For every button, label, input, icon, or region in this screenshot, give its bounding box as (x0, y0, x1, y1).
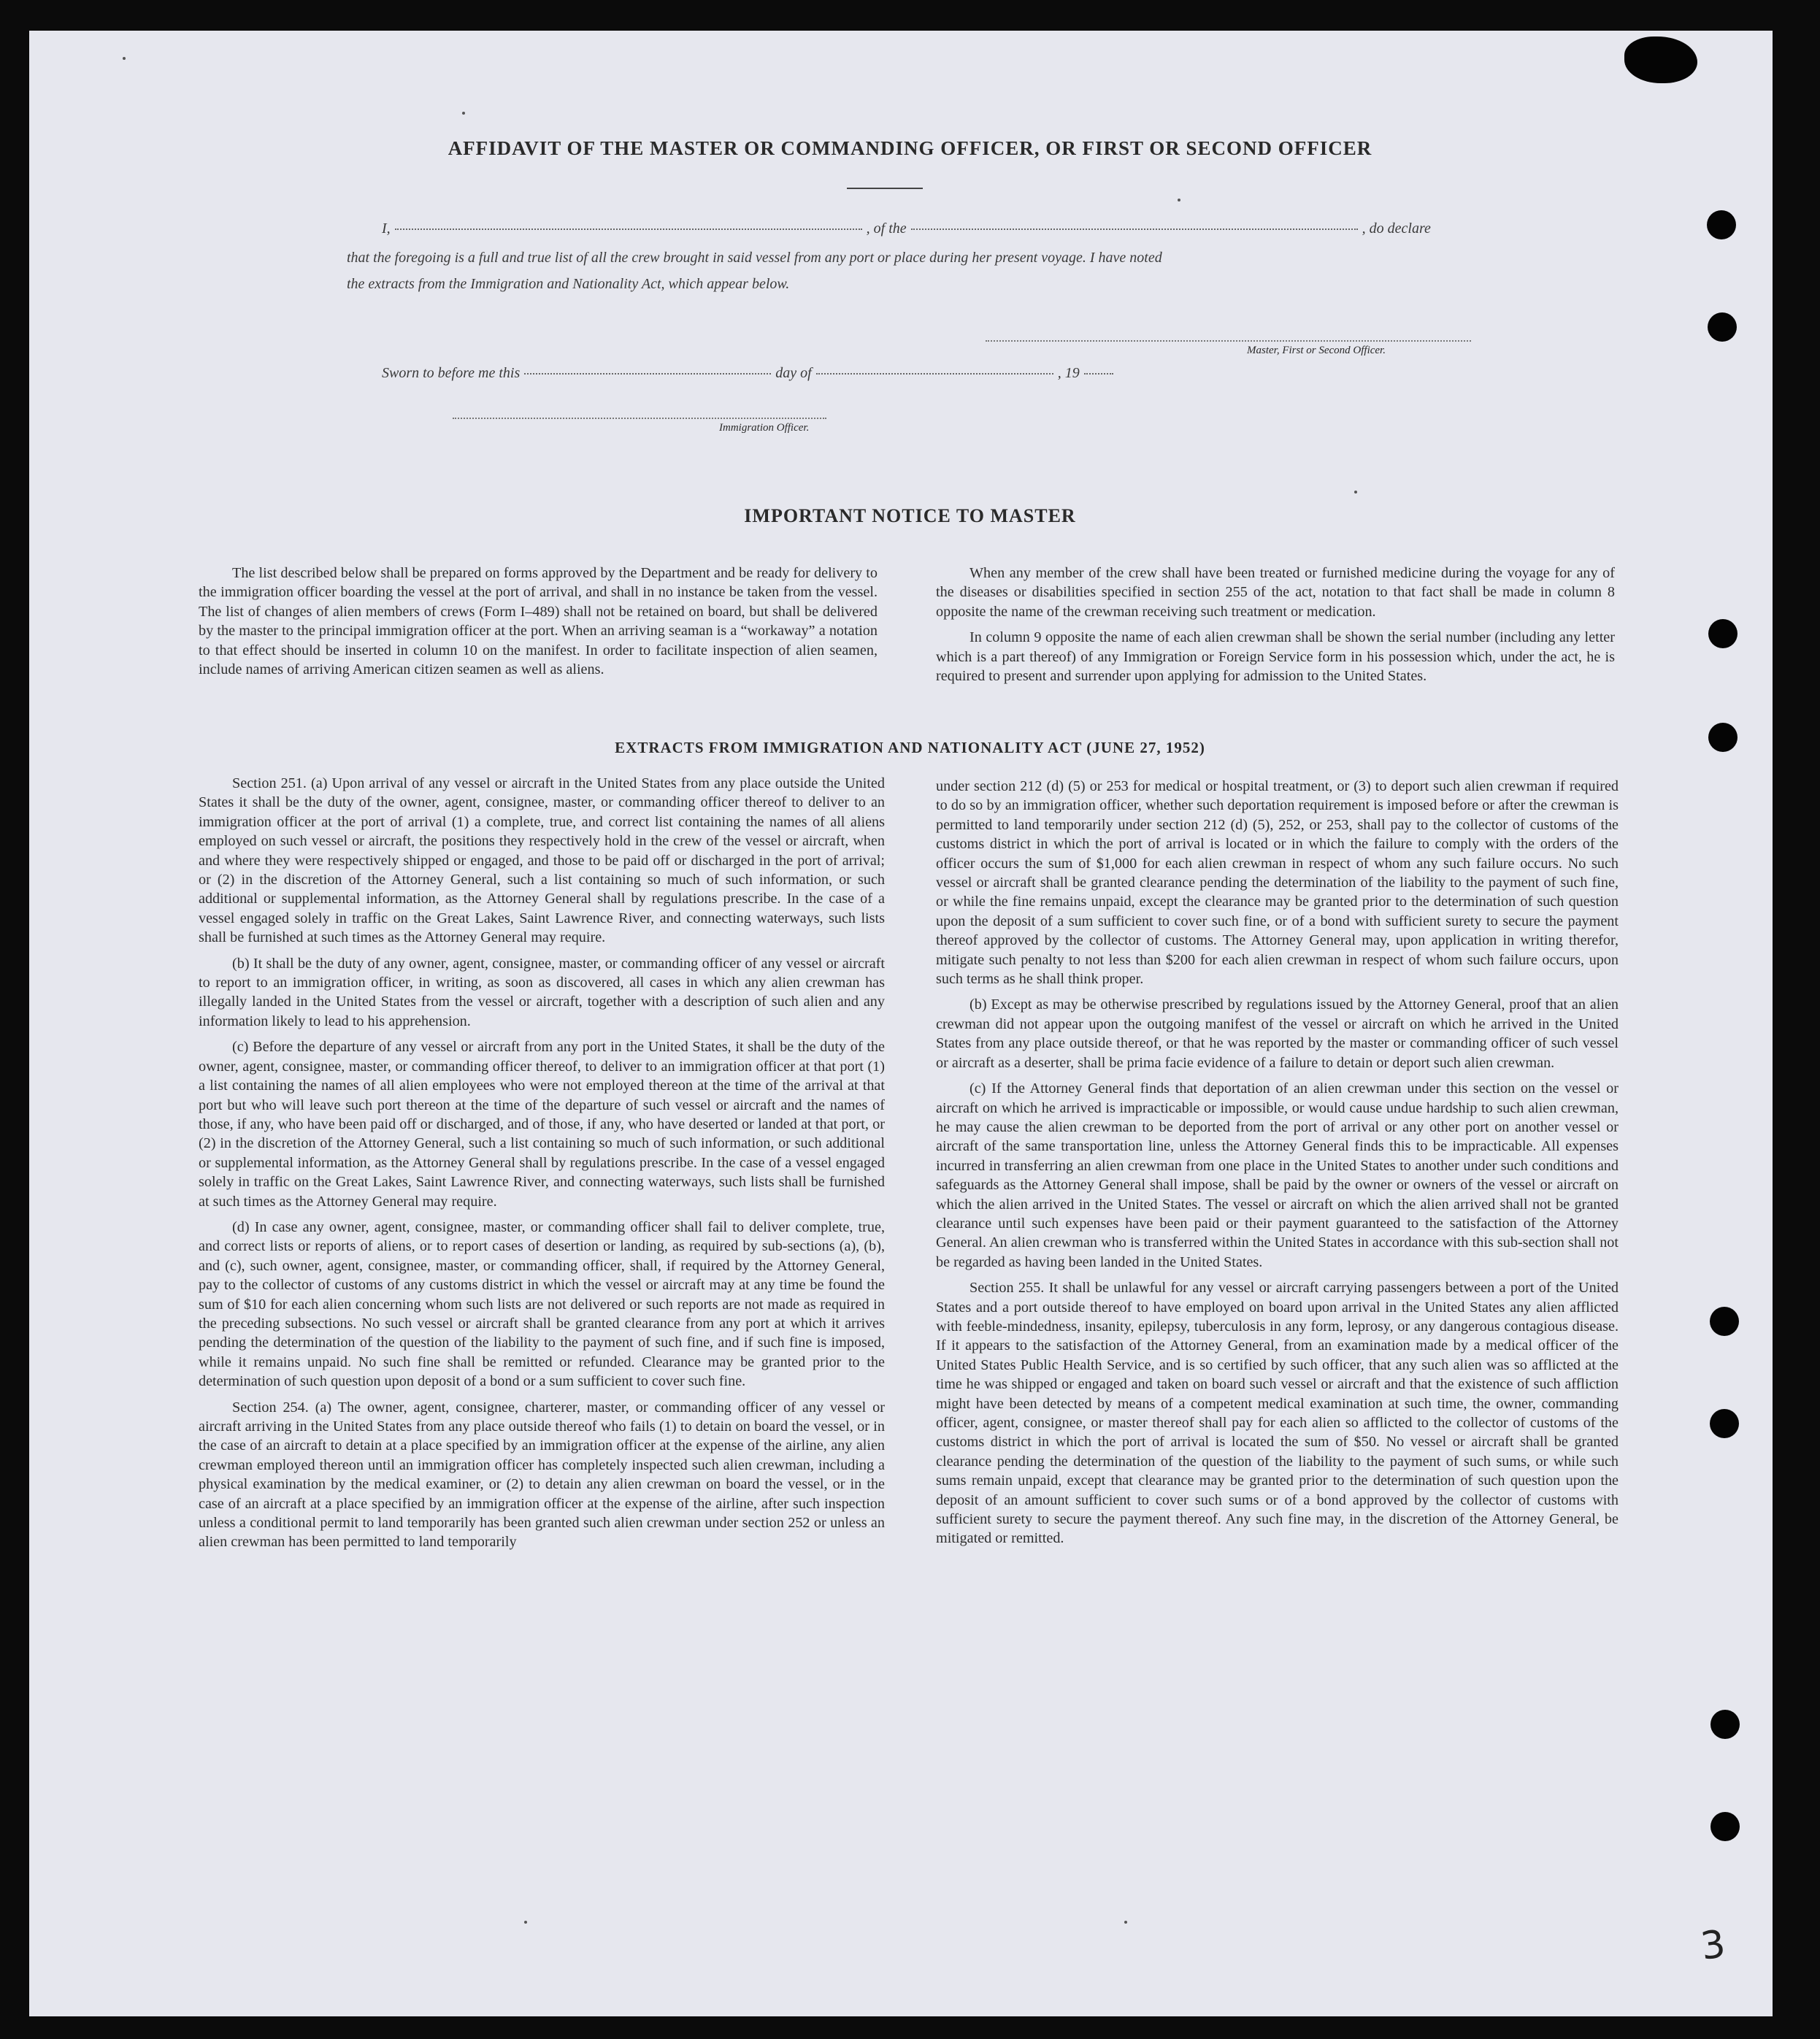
extracts-title: EXTRACTS FROM IMMIGRATION AND NATIONALITY ACT (JUNE 27, 1952) (615, 739, 1205, 756)
statute-paragraph: Section 254. (a) The owner, agent, consignee, charterer, master, or commanding officer of any vessel or aircraft arriving in the United States from any place outside thereof who fails (1) to detain on board the vessel, or in the case of an aircraft to detain at a place specified by an immigration officer at the expense of the airline, any alien crewman employed thereon until an immigration officer has completely inspected such alien crewman, including a physical examination by the medical examiner, or (2) to detain any alien crewman on board the vessel, or in the case of an aircraft at a place specified by an immigration officer at the expense of the airline, after such inspection unless a conditional permit to land temporarily has been granted such alien crewman under section 252 or unless an alien crewman has been permitted to land temporarily (199, 1399, 885, 1551)
statute-paragraph: Section 251. (a) Upon arrival of any vessel or aircraft in the United States from any place outside the United States it shall be the duty of the owner, agent, consignee, master, or commanding officer thereof to deliver to an immigration officer at the port of arrival (1) a complete, true, and correct list containing the names of all aliens employed on such vessel or aircraft, the positions they respectively hold in the crew of the vessel or aircraft, when and where they were respectively shipped or engaged, and those to be paid off or discharged in the port of arrival; or (2) in the discretion of the Attorney General, such a list containing so much of such information, or such additional or supplemental information, as the Attorney General shall by regulations prescribe. In the case of a vessel engaged solely in traffic on the Great Lakes, Saint Lawrence River, and connecting waterways, such lists shall be furnished at such times as the Attorney General may require. (199, 775, 885, 946)
sworn-month-field[interactable] (816, 372, 1053, 375)
handwritten-page-number: 3 (1697, 1921, 1729, 1970)
statute-paragraph: Section 255. It shall be unlawful for any vessel or aircraft carrying passengers between a port of the United States and a port outside thereof to have employed on board upon arrival in the United States any alien afflicted with feeble-mindedness, insanity, epilepsy, tuberculosis in any form, leprosy, or any dangerous contagious disease. If it appears to the satisfaction of the Attorney General, from an examination made by a medical officer of the United States Public Health Service, and is so certified by such officer, that any such alien was so afflicted at the time he was shipped or engaged and taken on board such vessel or aircraft and that the existence of such affliction might have been detected by means of a competent medical examination at such time, the owner, commanding officer, agent, consignee, or master thereof shall pay for each alien so afflicted to the collector of customs of the customs district in which the port of arrival is located the sum of $50. No vessel or aircraft shall be granted clearance pending the determination of the question of the liability to the payment of such sums, or while such sums remain unpaid, except that clearance may be granted prior to the determination of such question upon the deposit of an amount sufficient to cover such sums or of a bond approved by the collector of customs with sufficient surety to secure the payment thereof. Any such fine may, in the discretion of the Attorney General, be mitigated or remitted. (936, 1280, 1619, 1547)
notice-paragraph: When any member of the crew shall have been treated or furnished medicine during the voyage for any of the diseases or disabilities specified in section 255 of the act, notation to that fact shall be made in column 8 opposite the name of the crewman receiving such treatment or medication. (936, 565, 1615, 620)
sworn-year-field[interactable] (1084, 372, 1113, 375)
master-signature-line[interactable] (986, 340, 1471, 342)
sworn-line (382, 365, 1118, 382)
officer-signature-line[interactable] (453, 418, 826, 419)
notice-right-column (936, 564, 1615, 686)
title-rule (847, 188, 923, 189)
notice-paragraph: The list described below shall be prepared on forms approved by the Department and be ready for delivery to the immigration officer boarding the vessel at the port of arrival, and shall in no instance be taken from the vessel. The list of changes of alien members of crews (Form I–489) shall not be retained on board, but shall be delivered by the master to the principal immigration officer at the port. When an arriving seaman is a “workaway” a notation to that effect should be inserted in column 10 on the manifest. In order to facilitate inspection of alien seamen, include names of arriving American citizen seamen as well as aliens. (199, 565, 878, 678)
punch-hole (1708, 312, 1737, 342)
punch-hole (1710, 1710, 1740, 1739)
punch-hole (1707, 210, 1736, 239)
vessel-of-the: , of the (866, 220, 907, 237)
do-declare: , do declare (1362, 220, 1431, 237)
master-label: Master, First or Second Officer. (1247, 345, 1386, 356)
statute-paragraph: (b) Except as may be otherwise prescribed by regulations issued by the Attorney General, proof that an alien crewman did not appear upon the outgoing manifest of the vessel or aircraft on which he arrived in the United States from any place outside thereof, or that he was reported by the master or commanding officer of such vessel or aircraft as a deserter, shall be prima facie evidence of a failure to detain or deport such alien crewman. (936, 997, 1619, 1071)
statute-paragraph: under section 212 (d) (5) or 253 for medical or hospital treatment, or (3) to deport such alien crewman if required to do so by an immigration officer, whether such deportation requirement is imposed before or after the crewman is permitted to land temporarily under section 212 (d) (5), 252, or 253, shall pay to the collector of customs of the customs district in which the port of arrival is located or in which the failure to comply with the orders of the officer occurs the sum of $1,000 for each alien crewman in respect of whom any such failure occurs. No such vessel or aircraft shall be granted clearance pending the determination of the liability to the payment of such fine, or while the fine remains unpaid, except the clearance may be granted prior to the determination of such question upon the deposit of a sum sufficient to cover such fine, or of a bond with sufficient surety to secure the payment thereof approved by the collector of customs. The Attorney General may, upon application in writing therefor, mitigate such penalty to not less than $200 for each alien crewman in respect of whom such failure occurs, upon such terms as he shall think proper. (936, 778, 1619, 988)
statute-paragraph: (c) If the Attorney General finds that deportation of an alien crewman under this section on the vessel or aircraft on which he arrived is impracticable or impossible, or would cause undue hardship to such alien crewman, he may cause the alien crewman to be deported from the port of arrival or any other port on another vessel or aircraft of the same transportation line, unless the Attorney General finds this to be impracticable. All expenses incurred in transferring an alien crewman from one place in the United States to another under such conditions and safeguards as the Attorney General shall impose, shall be paid by the owner or owners of the vessel or aircraft on which the alien arrived in the United States. The vessel or aircraft on which the alien arrived shall not be granted clearance until such expenses have been paid or their payment guaranteed to the satisfaction of the Attorney General. An alien crewman who is transferred within the United States in accordance with this sub-section shall not be regarded as having been landed in the United States. (936, 1080, 1619, 1270)
declarant-name-field[interactable] (395, 227, 862, 230)
punch-hole (1710, 1812, 1740, 1841)
punch-hole (1708, 619, 1738, 648)
declaration-line (382, 220, 1466, 237)
statute-paragraph: (c) Before the departure of any vessel or aircraft from any port in the United States, it shall be the duty of the owner, agent, consignee, master, or commanding officer thereof, to deliver to an immigration officer at that port (1) a list containing the names of all alien employees who were not employed thereon at the time of the arrival at that port but who will leave such port thereon at the time of the departure of such vessel or aircraft and the names of those, if any, who have been paid off or discharged, and of those, if any, who have deserted or landed at that port, or (2) in the discretion of the Attorney General, such a list containing so much of such information, or such additional or supplemental information, as the Attorney General shall by regulations prescribe. In the case of a vessel engaged solely in traffic on the Great Lakes, Saint Lawrence River, and connecting waterways, such lists shall be furnished at such times as the Attorney General may require. (199, 1039, 885, 1210)
declaration-text-line3: the extracts from the Immigration and Nationality Act, which appear below. (347, 276, 790, 292)
sworn-day-of: day of (775, 365, 812, 381)
affidavit-title: AFFIDAVIT OF THE MASTER OR COMMANDING OFFICER, OR FIRST OR SECOND OFFICER (448, 137, 1372, 159)
notice-left-column (199, 564, 878, 679)
officer-label: Immigration Officer. (719, 422, 810, 434)
statute-paragraph: (d) In case any owner, agent, consignee, master, or commanding officer shall fail to deliver complete, true, and correct lists or reports of aliens, or to report cases of desertion or landing, as required by sub-sections (a), (b), and (c), such owner, agent, consignee, master, or commanding officer, shall, if required by the Attorney General, pay to the collector of customs of any customs district in which the vessel or aircraft may at any time be found the sum of $10 for each alien concerning whom such lists are not delivered or such reports are not made as required in the preceding subsections. No such vessel or aircraft shall be granted clearance from any port at which it arrives pending the determination of the question of the liability to the payment of such fine, and if such fine is imposed, while it remains unpaid. No such fine shall be remitted or refunded. Clearance may be granted prior to the determination of such question upon deposit of a bond or a sum sufficient to cover such fine. (199, 1218, 885, 1390)
notice-title: IMPORTANT NOTICE TO MASTER (744, 505, 1076, 526)
declarant-prefix: I, (382, 220, 391, 237)
punch-hole (1710, 1307, 1739, 1336)
notice-paragraph: In column 9 opposite the name of each alien crewman shall be shown the serial number (including any letter which is a part thereof) of any Immigration or Foreign Service form in his possession which, under the act, he is required to present and surrender upon applying for admission to the United States. (936, 629, 1615, 685)
extracts-right-column (936, 777, 1619, 1548)
statute-paragraph: (b) It shall be the duty of any owner, agent, consignee, master, or commanding officer of any vessel or aircraft to report to an immigration officer, in writing, as soon as discovered, all cases in which any alien crewman has illegally landed in the United States from the vessel or aircraft, together with a description of such alien and any information likely to lead to his apprehension. (199, 955, 885, 1029)
vessel-name-field[interactable] (911, 227, 1358, 230)
declaration-text-line2: that the foregoing is a full and true list of all the crew brought in said vessel from any port or place during her present voyage. I have noted (347, 250, 1162, 266)
sworn-year: , 19 (1057, 365, 1080, 381)
extracts-left-column (199, 774, 885, 1552)
sworn-day-field[interactable] (524, 372, 771, 375)
punch-hole (1710, 1409, 1739, 1438)
sworn-prefix: Sworn to before me this (382, 365, 521, 381)
